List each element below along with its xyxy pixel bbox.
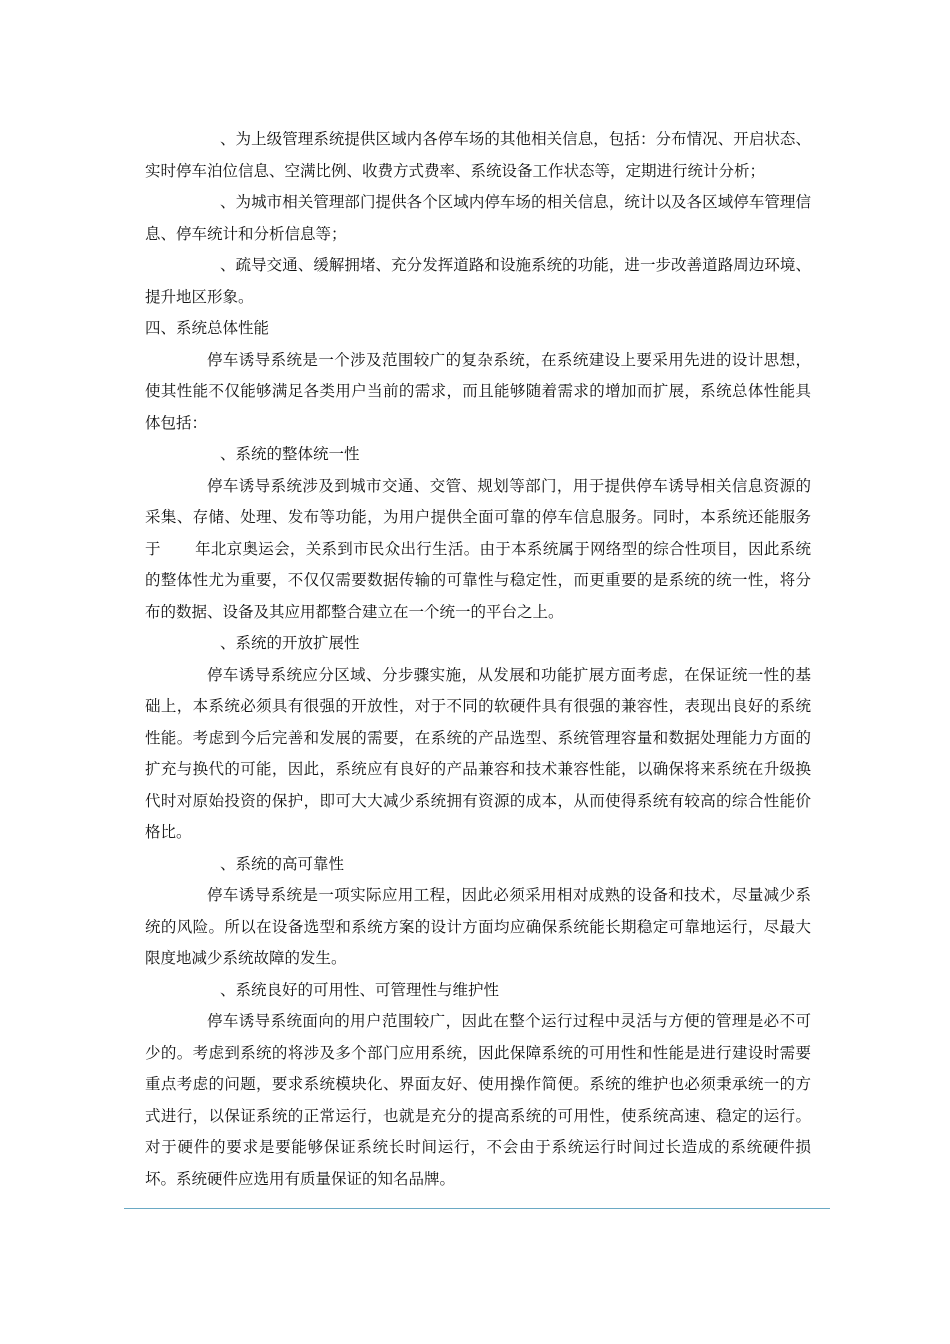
list-item-1: 、为上级管理系统提供区域内各停车场的其他相关信息，包括：分布情况、开启状态、实时停车泊位信息、空满比例、收费方式费率、系统设备工作状态等，定期进行统计分析； (145, 130, 811, 180)
section-heading-4: 四、系统总体性能 (145, 319, 270, 337)
subsection-title-2: 、系统的开放扩展性 (220, 634, 360, 652)
subsection-title-1: 、系统的整体统一性 (220, 445, 360, 463)
subsection-body-2: 停车诱导系统应分区域、分步骤实施，从发展和功能扩展方面考虑，在保证统一性的基础上，本系统必须具有很强的开放性，对于不同的软硬件具有很强的兼容性，表现出良好的系统性能。考虑到今后完善和发展的需要，在系统的产品选型、系统管理容量和数据处理能力方面的扩充与换代的可能，因此，系统应有良好的产品兼容和技术兼容性能，以确保将来系统在升级换代时对原始投资的保护，即可大大减少系统拥有资源的成本，从而使得系统有较高的综合性能价格比。 (145, 665, 811, 841)
subsection-title-4: 、系统良好的可用性、可管理性与维护性 (220, 980, 500, 999)
footer-rule (124, 1208, 830, 1209)
list-item-2: 、为城市相关管理部门提供各个区域内停车场的相关信息，统计以及各区域停车管理信息、停车统计和分析信息等； (145, 193, 811, 243)
subsection-title-3: 、系统的高可靠性 (220, 854, 345, 873)
subsection-body-3: 停车诱导系统是一项实际应用工程，因此必须采用相对成熟的设备和技术，尽量减少系统的风险。所以在设备选型和系统方案的设计方面均应确保系统能长期稳定可靠地运行，尽最大限度地减少系统故障的发生。 (145, 886, 811, 967)
subsection-body-1-part-b: 年北京奥运会，关系到市民众出行生活。由于本系统属于网络型的综合性项目，因此系统的整体性尤为重要，不仅仅需要数据传输的可靠性与稳定性，而更重要的是系统的统一性，将分布的数据、设备及其应用都整合建立在一个统一的平台之上。 (145, 539, 811, 621)
list-item-3: 、疏导交通、缓解拥堵、充分发挥道路和设施系统的功能，进一步改善道路周边环境、提升地区形象。 (145, 256, 811, 306)
subsection-body-4: 停车诱导系统面向的用户范围较广，因此在整个运行过程中灵活与方便的管理是必不可少的。考虑到系统的将涉及多个部门应用系统，因此保障系统的可用性和性能是进行建设时需要重点考虑的问题，要求系统模块化、界面友好、使用操作简便。系统的维护也必须秉承统一的方式进行，以保证系统的正常运行，也就是充分的提高系统的可用性，使系统高速、稳定的运行。对于硬件的要求是要能够保证系统长时间运行，不会由于系统运行时间过长造成的系统硬件损坏。系统硬件应选用有质量保证的知名品牌。 (145, 1012, 811, 1188)
document-body (145, 124, 811, 1195)
intro-paragraph: 停车诱导系统是一个涉及范围较广的复杂系统，在系统建设上要采用先进的设计思想，使其性能不仅能够满足各类用户当前的需求，而且能够随着需求的增加而扩展，系统总体性能具体包括： (145, 350, 811, 432)
subsection-body-1 (145, 471, 811, 629)
subsection-body-1-part-a: 停车诱导系统涉及到城市交通、交管、规划等部门，用于提供停车诱导相关信息资源的采集、存储、处理、发布等功能，为用户提供全面可靠的停车信息服务。同时，本系统还能服务于 (145, 476, 811, 558)
